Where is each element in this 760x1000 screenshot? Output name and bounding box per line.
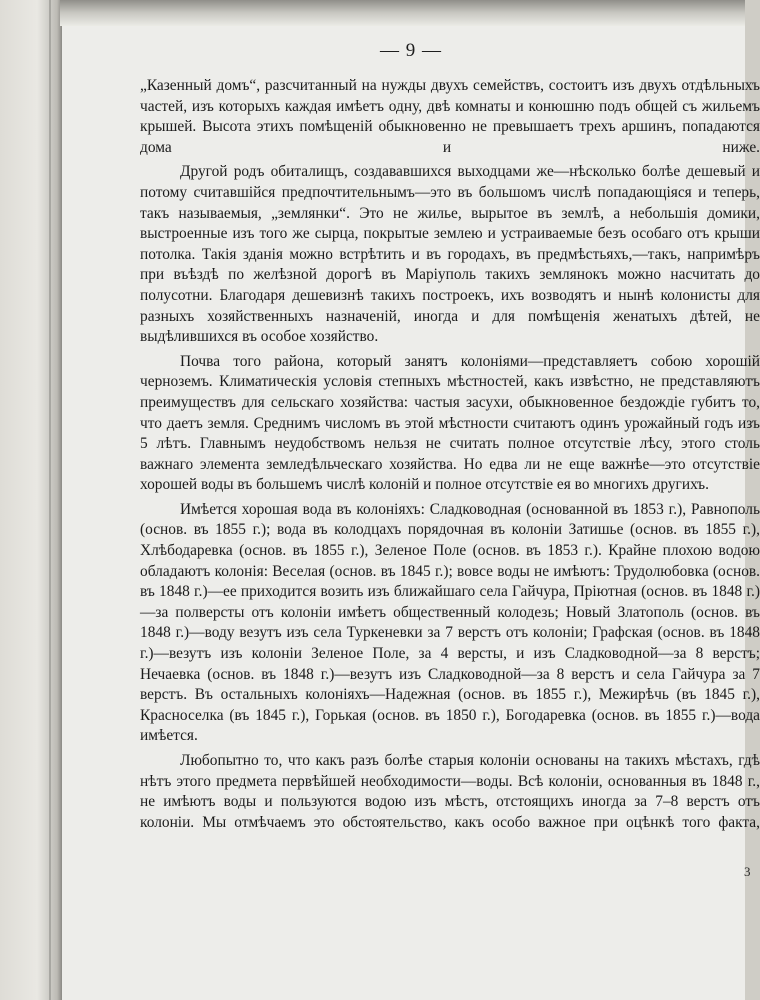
paragraph-4: Имѣется хорошая вода въ колоніяхъ: Сладководная (основанной въ 1853 г.), Равнополь (основ. въ 1855 г.); вода въ колодцахъ порядочная въ колоніи Затишье (основ. въ 1855 г.), Хлѣбодаревка (основ. въ 1855 г.), Зеленое Поле (основ. въ 1853 г.). Крайне плохою водою обладаютъ колонія: Веселая (основ. въ 1845 г.); вовсе воды не имѣютъ: Трудолюбовка (основ. въ 1848 г.)—ее приходится возить изъ ближайшаго села Гайчура, Пріютная (основ. въ 1848 г.)—за полверсты отъ колоніи имѣетъ общественный колодезь; Новый Златополь (основ. въ 1848 г.)—воду везутъ изъ села Туркеневки за 7 верстъ отъ колоніи; Графская (основ. въ 1848 г.)—везутъ изъ колоніи Зеленое Поле, за 4 версты, и изъ Сладководной—за 8 верстъ; Нечаевка (основ. въ 1848 г.)—везутъ изъ Сладководной—за 8 верстъ и села Гайчура за 7 верстъ. Въ остальныхъ колоніяхъ—Надежная (основ. въ 1855 г.), Межирѣчь (въ 1845 г.), Красноселка (въ 1845 г.), Горькая (основ. въ 1850 г.), Богодаревка (основ. въ 1855 г.)—вода имѣется. [140,500,760,745]
body-text [140,76,760,833]
binding-edge [0,0,62,1000]
paragraph-5: Любопытно то, что какъ разъ болѣе старыя колоніи основаны на такихъ мѣстахъ, гдѣ нѣтъ этого предмета первѣйшей необходимости—воды. Всѣ колоніи, основанныя въ 1848 г., не имѣютъ воды и пользуются водою изъ мѣстъ, отстоящихъ иногда за 7–8 верстъ отъ колоніи. Мы отмѣчаемъ это обстоятельство, какъ особо важное при оцѣнкѣ того факта, [140,752,760,831]
paragraph-1: „Казенный домъ“, разсчитанный на нужды двухъ семействъ, состоитъ изъ двухъ отдѣльныхъ частей, изъ которыхъ каждая имѣетъ одну, двѣ комнаты и конюшню подъ общей съ жильемъ крышей. Высота этихъ помѣщеній обыкновенно не превышаетъ трехъ аршинъ, попадаются дома и ниже. [140,77,760,156]
top-shadow [60,0,745,26]
signature-mark: 3 [744,864,751,879]
paragraph-2: Другой родъ обиталищъ, создававшихся выходцами же—нѣсколько болѣе дешевый и потому считавшійся предпочтительнымъ—это въ большомъ числѣ попадающіяся и теперь, такъ называемыя, „землянки“. Это не жилье, вырытое въ землѣ, а небольшія домики, выстроенные изъ того же сырца, покрытые землею и устраиваемые безъ особаго отъ крыши потолка. Такія зданія можно встрѣтить и въ городахъ, въ предмѣстьяхъ,—такъ, напримѣръ при въѣздѣ по желѣзной дорогѣ въ Маріуполь такихъ землянокъ можно насчитать до полусотни. Благодаря дешевизнѣ такихъ построекъ, ихъ возводятъ и нынѣ колонисты для разныхъ хозяйственныхъ назначеній, иногда и для помѣщенія женатыхъ дѣтей, не выдѣлившихся въ особое хозяйство. [140,163,760,346]
page-sheet [62,26,760,1000]
page-number: — 9 — [380,40,442,61]
fold-line [49,0,51,1000]
paragraph-3: Почва того района, который занятъ колоніями—представляетъ собою хорошій черноземъ. Климатическія условія степныхъ мѣстностей, какъ извѣстно, не представляютъ преимуществъ для сельскаго хозяйства: частыя засухи, обыкновенное бездождіе губитъ то, что даетъ земля. Среднимъ числомъ въ этой мѣстности считаютъ одинъ урожайный годъ изъ 5 лѣтъ. Главнымъ неудобствомъ нельзя не считать полное отсутствіе лѣсу, этого столь важнаго элемента земледѣльческаго хозяйства. Но едва ли не еще важнѣе—это отсутствіе хорошей воды въ большемъ числѣ колоній и полное отсутствіе ея во многихъ другихъ. [140,352,760,494]
